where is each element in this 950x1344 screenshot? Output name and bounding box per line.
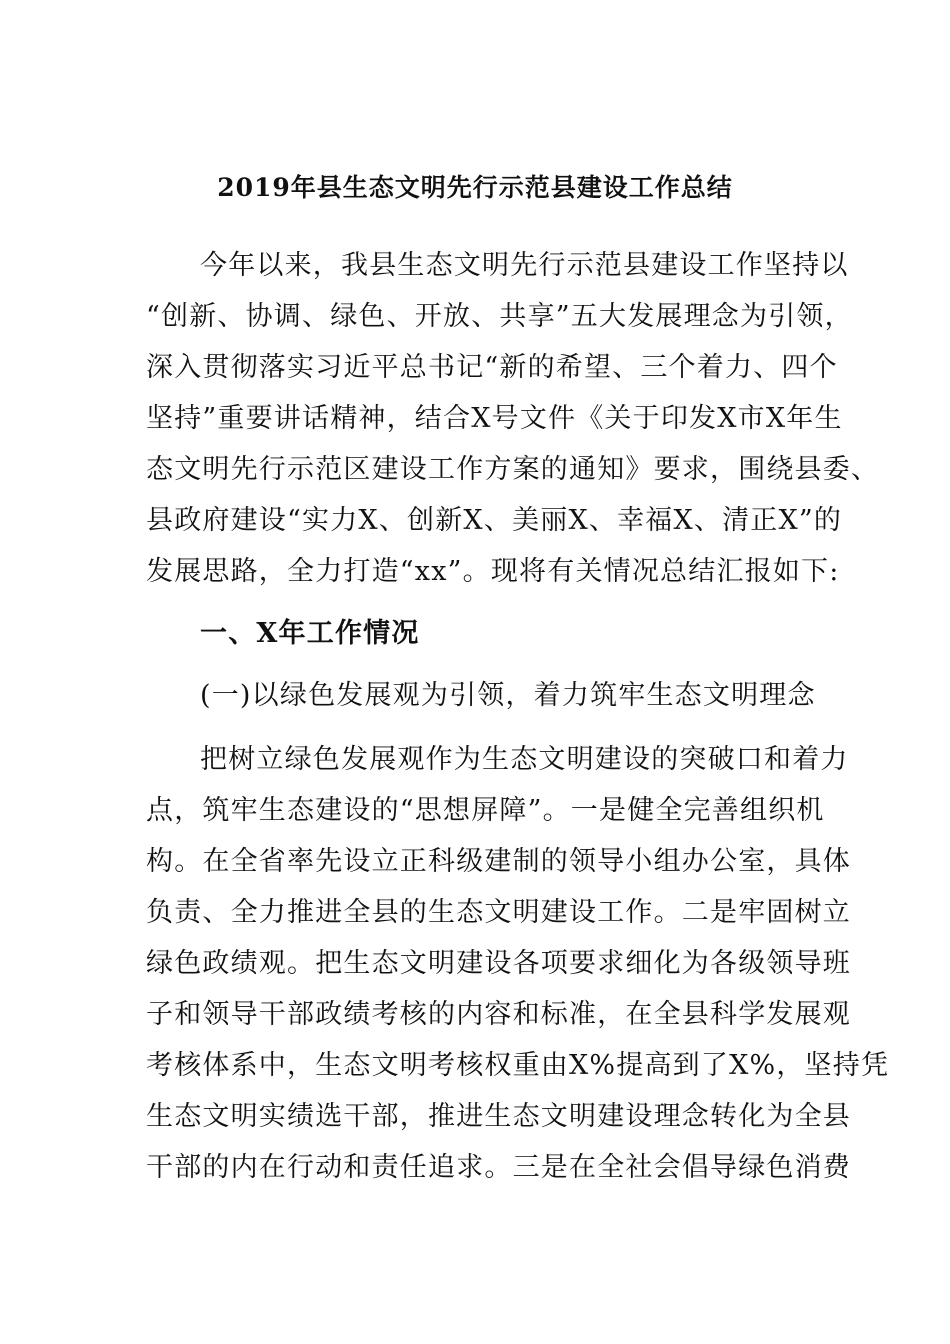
paragraph-line: “创新、协调、绿色、开放、共享”五大发展理念为引领， — [146, 301, 853, 332]
paragraph-line: 考核体系中，生态文明考核权重由X%提高到了X%，坚持凭 — [146, 1050, 890, 1081]
paragraph-line: 坚持”重要讲话精神，结合X号文件《关于印发X市X年生 — [146, 403, 843, 434]
paragraph-line: 发展思路，全力打造“xx”。现将有关情况总结汇报如下: — [146, 556, 840, 587]
paragraph-line: 态文明先行示范区建设工作方案的通知》要求，围绕县委、 — [146, 454, 880, 485]
subsection-heading: (一)以绿色发展观为引领，着力筑牢生态文明理念 — [200, 680, 816, 711]
paragraph-line: 深入贯彻落实习近平总书记“新的希望、三个着力、四个 — [146, 352, 838, 383]
paragraph-line: 把树立绿色发展观作为生态文明建设的突破口和着力 — [200, 744, 849, 775]
paragraph-line: 构。在全省率先设立正科级建制的领导小组办公室，具体 — [146, 846, 851, 877]
section-heading: 一、X年工作情况 — [200, 618, 420, 649]
paragraph-line: 县政府建设“实力X、创新X、美丽X、幸福X、清正X”的 — [146, 505, 843, 536]
paragraph-line: 今年以来，我县生态文明先行示范县建设工作坚持以 — [200, 250, 849, 281]
paragraph-line: 点，筑牢生态建设的“思想屏障”。一是健全完善组织机 — [146, 795, 825, 826]
paragraph-line: 子和领导干部政绩考核的内容和标准，在全县科学发展观 — [146, 999, 851, 1030]
document-title: 2019年县生态文明先行示范县建设工作总结 — [217, 173, 733, 202]
paragraph-line: 绿色政绩观。把生态文明建设各项要求细化为各级领导班 — [146, 948, 851, 979]
paragraph-line: 负责、全力推进全县的生态文明建设工作。二是牢固树立 — [146, 897, 851, 928]
paragraph-line: 生态文明实绩选干部，推进生态文明建设理念转化为全县 — [146, 1101, 851, 1132]
paragraph-line: 干部的内在行动和责任追求。三是在全社会倡导绿色消费 — [146, 1152, 851, 1183]
